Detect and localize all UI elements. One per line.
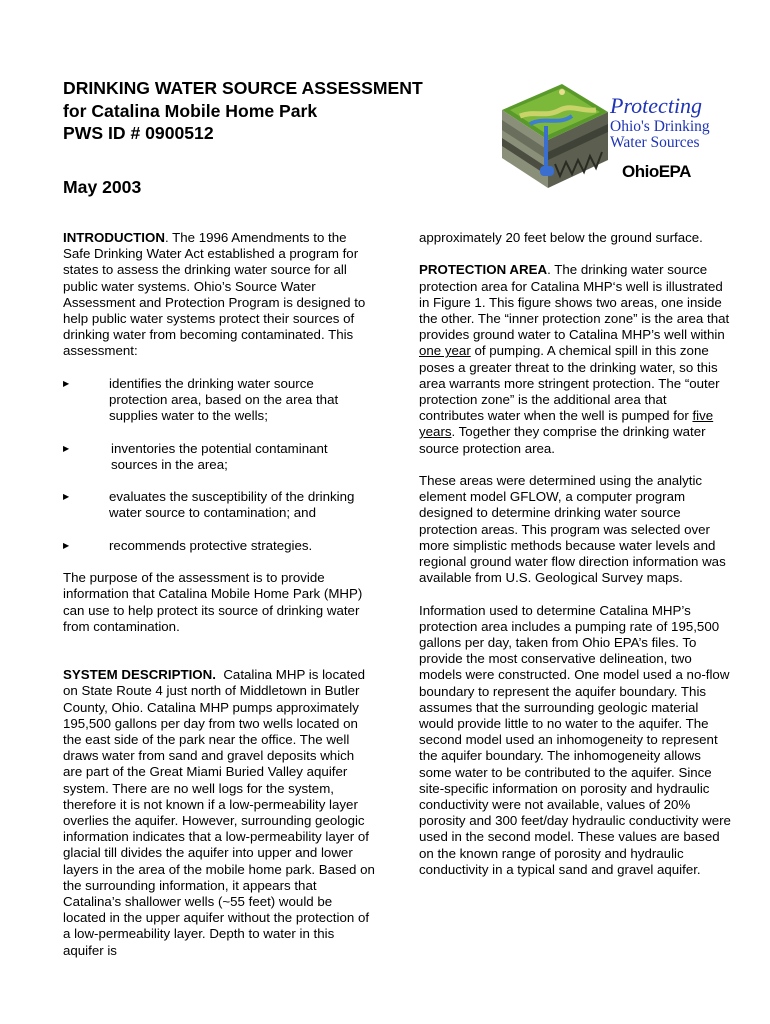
intro-heading: INTRODUCTION	[63, 230, 165, 245]
system-description-text: Catalina MHP is located on State Route 4 just north of Middletown in Butler County, Ohio. Catalina MHP pumps approximately 195,500 gallons per day from two wells located on the east side of the park near the office. The well draws water from sand and gravel deposits which are part of the Great Miami Buried Valley aquifer system. There are no well logs for the system, therefore it is not known if a low-permeability layer overlies the aquifer. However, surrounding geologic information indicates that a low-permeability layer of glacial till divides the aquifer into upper and lower layers in the area of the mobile home park. Based on the surrounding information, it appears that Catalina’s shallower wells (~55 feet) would be located in the upper aquifer without the protection of a low-permeability layer. Depth to water in this aquifer is	[63, 667, 375, 958]
ohio-epa-logo: OhioEPA	[622, 162, 691, 181]
purpose-paragraph: The purpose of the assessment is to provide information that Catalina Mobile Home Park (MHP) can use to help protect its source of drinking water from contamination.	[63, 570, 363, 634]
model-inputs-paragraph: Information used to determine Catalina MHP’s protection area includes a pumping rate of 195,500 gallons per day, taken from Ohio EPA’s files. To provide the most conservative delineation, two models were constructed. One model used a no-flow boundary to represent the aquifer boundary. This assumes that the surrounding geologic material would provide little to no water to the aquifer. The second model used an inhomogeneity to represent the aquifer boundary. The inhomogeneity allows some water to be contributed to the aquifer. Since site-specific information on porosity and hydraulic conductivity were not available, values of 20% porosity and 300 feet/day hydraulic conductivity were used in the second model. These values are based on the known range of porosity and hydraulic conductivity in a typical sand and gravel aquifer.	[419, 602, 731, 877]
bullet-item	[63, 441, 375, 473]
intro-text: . The 1996 Amendments to the Safe Drinking Water Act established a program for states to assess the drinking water source for all public water systems. Ohio’s Source Water Assessment and Protection Program is designed to help public water systems protect their sources of drinking water from becoming contaminated. This assessment:	[63, 230, 366, 359]
intro-paragraph	[63, 230, 375, 360]
landscape-block-icon	[500, 80, 610, 192]
protection-text: . The drinking water source protection area for Catalina MHP‘s well is illustrated in Figure 1. This figure shows two areas, one inside the other. The “inner protection zone” is the area that provides ground water to Catalina MHP’s well within	[419, 262, 730, 343]
triangle-bullet-icon: ▶	[63, 378, 70, 388]
document-subtitle: for Catalina Mobile Home Park	[63, 101, 318, 121]
left-column	[63, 230, 375, 975]
protection-area-paragraph	[419, 262, 731, 456]
protection-text: . Together they comprise the drinking water source protection area.	[419, 424, 706, 456]
system-description-continued: approximately 20 feet below the ground surface.	[419, 230, 703, 245]
bullet-text: evaluates the susceptibility of the drinking water source to contamination; and	[109, 489, 355, 521]
protection-text: of pumping. A chemical spill in this zone poses a greater threat to the drinking water, so this area warrants more stringent protection. The “outer protection zone” is the additional area that contributes water when the well is pumped for	[419, 343, 720, 424]
spacer	[63, 651, 375, 667]
bullet-item	[63, 376, 375, 425]
underlined-five-years: five years	[419, 408, 714, 440]
document-title: DRINKING WATER SOURCE ASSESSMENT	[63, 78, 423, 98]
protection-area-heading: PROTECTION AREA	[419, 262, 548, 278]
system-description-paragraph	[63, 667, 375, 959]
gflow-paragraph: These areas were determined using the analytic element model GFLOW, a computer program designed to determine drinking water source protection areas. This program was selected over more simplistic methods because water levels and regional ground water flow direction information was available from U.S. Geological Survey maps.	[419, 473, 726, 586]
bullet-item	[63, 538, 375, 554]
logo-text-protecting: Protecting	[610, 93, 703, 118]
bullet-item	[63, 489, 375, 521]
document-date: May 2003	[63, 177, 142, 197]
pws-id: PWS ID # 0900512	[63, 123, 214, 143]
assessment-bullet-list	[63, 376, 375, 554]
right-column	[419, 230, 731, 894]
system-description-heading: SYSTEM DESCRIPTION.	[63, 667, 216, 683]
logo-text-ohio-drinking: Ohio's Drinking	[610, 118, 710, 135]
bullet-text: inventories the potential contaminant sources in the area;	[111, 440, 328, 472]
bullet-text: identifies the drinking water source protection area, based on the area that supplies water to the wells;	[109, 375, 339, 424]
triangle-bullet-icon: ▶	[63, 492, 70, 502]
bullet-text: recommends protective strategies.	[109, 537, 313, 553]
triangle-bullet-icon: ▶	[63, 540, 70, 550]
triangle-bullet-icon: ▶	[63, 443, 70, 453]
logo-text-water-sources: Water Sources	[610, 134, 700, 151]
underlined-one-year: one year	[419, 343, 471, 359]
